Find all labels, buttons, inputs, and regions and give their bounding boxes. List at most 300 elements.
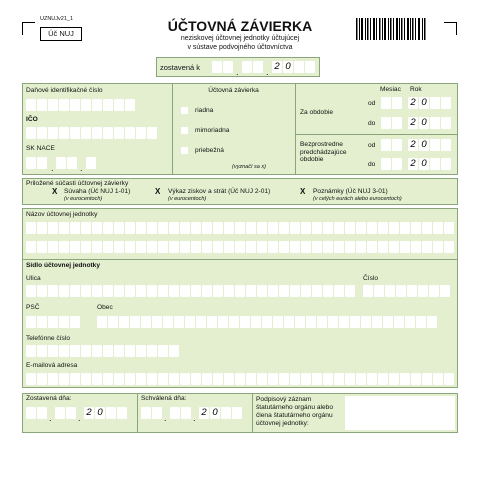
input-cell[interactable] xyxy=(334,241,344,253)
input-cell[interactable] xyxy=(81,345,91,357)
input-cell[interactable] xyxy=(202,373,212,385)
input-cell[interactable] xyxy=(273,316,283,328)
checkbox-mimoriadna[interactable] xyxy=(181,127,188,134)
input-cell[interactable] xyxy=(158,241,168,253)
previous-to-year[interactable] xyxy=(408,158,452,170)
input-cell[interactable] xyxy=(180,285,190,297)
attachment-note-2: (v eurocentoch) xyxy=(168,196,207,202)
input-cell[interactable] xyxy=(119,316,129,328)
input-cell[interactable] xyxy=(312,285,322,297)
input-cell[interactable] xyxy=(290,373,300,385)
input-cell[interactable] xyxy=(367,373,377,385)
input-cell[interactable] xyxy=(81,285,91,297)
input-cell[interactable] xyxy=(411,222,421,234)
street-label: Ulica xyxy=(26,275,41,282)
input-cell[interactable] xyxy=(257,241,267,253)
input-cell[interactable] xyxy=(103,222,113,234)
input-cell[interactable] xyxy=(405,316,415,328)
option-priebezna-label: priebežná xyxy=(195,147,224,154)
input-cell[interactable] xyxy=(114,222,124,234)
input-cell[interactable] xyxy=(114,285,124,297)
input-cell[interactable] xyxy=(235,373,245,385)
input-cell[interactable] xyxy=(224,285,234,297)
input-cell[interactable] xyxy=(180,241,190,253)
input-cell[interactable] xyxy=(59,345,69,357)
input-cell[interactable] xyxy=(279,222,289,234)
current-to-month[interactable] xyxy=(381,117,403,129)
input-cell[interactable] xyxy=(224,241,234,253)
sk-nace-sep-2: . xyxy=(80,163,83,173)
input-cell[interactable] xyxy=(433,241,443,253)
input-cell[interactable] xyxy=(345,241,355,253)
input-cell[interactable] xyxy=(394,316,404,328)
input-cell[interactable] xyxy=(235,285,245,297)
input-cell[interactable] xyxy=(37,222,47,234)
phone-cells[interactable] xyxy=(26,345,180,357)
ico-cells[interactable] xyxy=(26,127,158,139)
input-cell[interactable] xyxy=(191,373,201,385)
input-cell[interactable] xyxy=(334,285,344,297)
barcode-icon xyxy=(356,18,426,40)
input-cell[interactable] xyxy=(385,285,395,297)
city-cells[interactable] xyxy=(97,316,438,328)
compiled-sep-1: . xyxy=(236,67,239,77)
input-cell[interactable] xyxy=(400,373,410,385)
to-label-1: do xyxy=(368,120,376,127)
input-cell[interactable] xyxy=(328,316,338,328)
input-cell[interactable] xyxy=(92,285,102,297)
input-cell[interactable] xyxy=(350,316,360,328)
input-cell[interactable] xyxy=(356,241,366,253)
input-cell[interactable] xyxy=(136,241,146,253)
input-cell[interactable] xyxy=(400,222,410,234)
input-cell[interactable] xyxy=(70,241,80,253)
compiled-label: zostavená k xyxy=(160,63,201,72)
attachment-mark-2[interactable]: X xyxy=(155,187,161,196)
input-cell[interactable] xyxy=(290,285,300,297)
input-cell[interactable] xyxy=(433,373,443,385)
input-cell[interactable] xyxy=(136,373,146,385)
input-cell[interactable] xyxy=(114,345,124,357)
year-digit: 0 xyxy=(95,407,105,419)
input-cell[interactable] xyxy=(37,373,47,385)
year-digit: 2 xyxy=(408,117,418,129)
compiled-day-cells[interactable] xyxy=(212,61,234,73)
input-cell[interactable] xyxy=(92,345,102,357)
signature-label: Podpisový záznam štatutárneho orgánu alebo člena štatutárneho orgánu účtovnej jednotky: xyxy=(256,396,333,427)
input-cell[interactable] xyxy=(279,285,289,297)
input-cell[interactable] xyxy=(180,222,190,234)
input-cell[interactable] xyxy=(48,222,58,234)
input-cell[interactable] xyxy=(213,222,223,234)
input-cell[interactable] xyxy=(389,373,399,385)
input-cell[interactable] xyxy=(312,241,322,253)
input-cell[interactable] xyxy=(191,222,201,234)
year-digit: 2 xyxy=(408,158,418,170)
input-cell[interactable] xyxy=(279,241,289,253)
input-cell[interactable] xyxy=(37,241,47,253)
input-cell[interactable] xyxy=(169,241,179,253)
input-cell[interactable] xyxy=(48,345,58,357)
option-mimoriadna-label: mimoriadna xyxy=(195,127,230,134)
phone-label: Telefónne číslo xyxy=(26,335,70,342)
input-cell[interactable] xyxy=(196,316,206,328)
statement-type-note: (vyznačí sa x) xyxy=(232,164,266,170)
input-cell[interactable] xyxy=(367,222,377,234)
approved-sep-2: . xyxy=(193,413,196,423)
input-cell[interactable] xyxy=(158,345,168,357)
to-label-2: do xyxy=(368,161,376,168)
input-cell[interactable] xyxy=(37,345,47,357)
input-cell[interactable] xyxy=(246,222,256,234)
psc-cells[interactable] xyxy=(26,316,81,328)
attachment-note-3: (v celých eurách alebo eurocentoch) xyxy=(313,196,402,202)
input-cell[interactable] xyxy=(440,285,450,297)
input-cell[interactable] xyxy=(262,316,272,328)
input-cell[interactable] xyxy=(125,285,135,297)
input-cell[interactable] xyxy=(240,316,250,328)
month-header: Mesiac xyxy=(380,86,401,93)
input-cell[interactable] xyxy=(279,373,289,385)
input-cell[interactable] xyxy=(422,373,432,385)
input-cell[interactable] xyxy=(301,241,311,253)
prepared-sep-1: . xyxy=(49,413,52,423)
input-cell[interactable] xyxy=(345,285,355,297)
input-cell[interactable] xyxy=(37,285,47,297)
input-cell[interactable] xyxy=(257,285,267,297)
input-cell[interactable] xyxy=(427,316,437,328)
current-period-label: Za obdobie xyxy=(300,109,333,116)
input-cell[interactable] xyxy=(345,373,355,385)
input-cell[interactable] xyxy=(229,316,239,328)
previous-period-label: Bezprostredne predchádzajúce obdobie xyxy=(300,141,347,164)
input-cell[interactable] xyxy=(158,222,168,234)
input-cell[interactable] xyxy=(125,345,135,357)
page-subtitle-2: v sústave podvojného účtovníctva xyxy=(187,44,293,51)
year-digit: 0 xyxy=(419,139,429,151)
prepared-day[interactable] xyxy=(26,407,48,419)
input-cell[interactable] xyxy=(103,373,113,385)
input-cell[interactable] xyxy=(103,241,113,253)
input-cell[interactable] xyxy=(125,222,135,234)
input-cell[interactable] xyxy=(257,373,267,385)
input-cell[interactable] xyxy=(81,241,91,253)
approved-month[interactable] xyxy=(170,407,192,419)
corner-mark-left xyxy=(22,22,35,35)
sk-nace-label: SK NACE xyxy=(26,145,55,152)
checkbox-priebezna[interactable] xyxy=(181,147,188,154)
input-cell[interactable] xyxy=(26,285,36,297)
input-cell[interactable] xyxy=(268,222,278,234)
input-cell[interactable] xyxy=(141,316,151,328)
input-cell[interactable] xyxy=(251,316,261,328)
input-cell[interactable] xyxy=(246,285,256,297)
input-cell[interactable] xyxy=(213,241,223,253)
input-cell[interactable] xyxy=(169,285,179,297)
input-cell[interactable] xyxy=(378,373,388,385)
previous-from-year[interactable] xyxy=(408,139,452,151)
input-cell[interactable] xyxy=(295,316,305,328)
input-cell[interactable] xyxy=(323,285,333,297)
input-cell[interactable] xyxy=(158,373,168,385)
input-cell[interactable] xyxy=(81,222,91,234)
input-cell[interactable] xyxy=(246,241,256,253)
input-cell[interactable] xyxy=(147,373,157,385)
input-cell[interactable] xyxy=(59,285,69,297)
entity-name-row-1[interactable] xyxy=(26,222,455,234)
input-cell[interactable] xyxy=(389,241,399,253)
uc-nuj-label: Úč NUJ xyxy=(48,29,74,38)
input-cell[interactable] xyxy=(224,222,234,234)
year-digit: 0 xyxy=(419,97,429,109)
input-cell[interactable] xyxy=(400,241,410,253)
input-cell[interactable] xyxy=(411,241,421,253)
input-cell[interactable] xyxy=(367,241,377,253)
input-cell[interactable] xyxy=(191,285,201,297)
input-cell[interactable] xyxy=(396,285,406,297)
input-cell[interactable] xyxy=(301,285,311,297)
input-cell[interactable] xyxy=(147,222,157,234)
input-cell[interactable] xyxy=(301,222,311,234)
compiled-year-cells[interactable] xyxy=(272,61,316,73)
input-cell[interactable] xyxy=(246,373,256,385)
input-cell[interactable] xyxy=(444,373,454,385)
input-cell[interactable] xyxy=(125,373,135,385)
input-cell[interactable] xyxy=(169,345,179,357)
input-cell[interactable] xyxy=(339,316,349,328)
input-cell[interactable] xyxy=(114,241,124,253)
input-cell[interactable] xyxy=(372,316,382,328)
input-cell[interactable] xyxy=(92,241,102,253)
input-cell[interactable] xyxy=(312,222,322,234)
input-cell[interactable] xyxy=(48,241,58,253)
compiled-sep-2: . xyxy=(266,67,269,77)
dic-cells[interactable] xyxy=(26,99,136,111)
input-cell[interactable] xyxy=(163,316,173,328)
input-cell[interactable] xyxy=(59,222,69,234)
prepared-label: Zostavená dňa: xyxy=(26,395,72,402)
input-cell[interactable] xyxy=(152,316,162,328)
input-cell[interactable] xyxy=(97,316,107,328)
input-cell[interactable] xyxy=(70,285,80,297)
input-cell[interactable] xyxy=(218,316,228,328)
input-cell[interactable] xyxy=(345,222,355,234)
approved-day[interactable] xyxy=(141,407,163,419)
attachment-mark-3[interactable]: X xyxy=(300,187,306,196)
input-cell[interactable] xyxy=(444,241,454,253)
previous-from-month[interactable] xyxy=(381,139,403,151)
input-cell[interactable] xyxy=(92,373,102,385)
corner-mark-right xyxy=(444,22,457,35)
input-cell[interactable] xyxy=(323,241,333,253)
input-cell[interactable] xyxy=(224,373,234,385)
approved-sep-1: . xyxy=(164,413,167,423)
input-cell[interactable] xyxy=(169,222,179,234)
input-cell[interactable] xyxy=(59,316,69,328)
sk-nace-cells-3[interactable] xyxy=(86,157,97,169)
input-cell[interactable] xyxy=(70,373,80,385)
input-cell[interactable] xyxy=(103,285,113,297)
input-cell[interactable] xyxy=(185,316,195,328)
option-riadna-label: riadna xyxy=(195,107,214,114)
input-cell[interactable] xyxy=(136,285,146,297)
input-cell[interactable] xyxy=(306,316,316,328)
email-label: E-mailová adresa xyxy=(26,362,78,369)
email-cells[interactable] xyxy=(26,373,455,385)
input-cell[interactable] xyxy=(268,373,278,385)
previous-to-month[interactable] xyxy=(381,158,403,170)
approved-year[interactable] xyxy=(199,407,243,419)
input-cell[interactable] xyxy=(356,373,366,385)
input-cell[interactable] xyxy=(407,285,417,297)
ico-label: IČO xyxy=(26,116,38,123)
attachment-note-1: (v eurocentoch) xyxy=(64,196,103,202)
input-cell[interactable] xyxy=(92,222,102,234)
input-cell[interactable] xyxy=(191,241,201,253)
input-cell[interactable] xyxy=(416,316,426,328)
input-cell[interactable] xyxy=(70,316,80,328)
prepared-sep-2: . xyxy=(78,413,81,423)
input-cell[interactable] xyxy=(26,222,36,234)
input-cell[interactable] xyxy=(378,241,388,253)
input-cell[interactable] xyxy=(334,222,344,234)
page-title: ÚČTOVNÁ ZÁVIERKA xyxy=(167,18,313,34)
entity-section xyxy=(22,208,458,388)
input-cell[interactable] xyxy=(136,222,146,234)
input-cell[interactable] xyxy=(433,222,443,234)
approved-label: Schválená dňa: xyxy=(141,395,187,402)
input-cell[interactable] xyxy=(268,241,278,253)
input-cell[interactable] xyxy=(202,222,212,234)
street-cells[interactable] xyxy=(26,285,356,297)
signature-field[interactable] xyxy=(345,396,455,430)
input-cell[interactable] xyxy=(389,222,399,234)
input-cell[interactable] xyxy=(334,373,344,385)
input-cell[interactable] xyxy=(202,285,212,297)
input-cell[interactable] xyxy=(114,373,124,385)
attachment-title-3: Poznámky (Úč NUJ 3-01) xyxy=(313,188,388,195)
attachment-title-2: Výkaz ziskov a strát (Úč NUJ 2-01) xyxy=(168,188,271,195)
input-cell[interactable] xyxy=(383,316,393,328)
input-cell[interactable] xyxy=(125,241,135,253)
input-cell[interactable] xyxy=(361,316,371,328)
year-digit: 0 xyxy=(419,117,429,129)
input-cell[interactable] xyxy=(418,285,428,297)
input-cell[interactable] xyxy=(235,241,245,253)
input-cell[interactable] xyxy=(158,285,168,297)
year-digit: 2 xyxy=(408,139,418,151)
input-cell[interactable] xyxy=(290,241,300,253)
input-cell[interactable] xyxy=(26,345,36,357)
entity-name-label: Názov účtovnej jednotky xyxy=(26,211,98,218)
input-cell[interactable] xyxy=(26,241,36,253)
input-cell[interactable] xyxy=(268,285,278,297)
input-cell[interactable] xyxy=(48,316,58,328)
input-cell[interactable] xyxy=(301,373,311,385)
entity-name-row-2[interactable] xyxy=(26,241,455,253)
year-header: Rok xyxy=(410,86,422,93)
input-cell[interactable] xyxy=(169,373,179,385)
input-cell[interactable] xyxy=(202,241,212,253)
input-cell[interactable] xyxy=(48,373,58,385)
input-cell[interactable] xyxy=(429,285,439,297)
input-cell[interactable] xyxy=(108,316,118,328)
sk-nace-sep-1: . xyxy=(51,163,54,173)
input-cell[interactable] xyxy=(70,345,80,357)
from-label-1: od xyxy=(368,100,376,107)
input-cell[interactable] xyxy=(284,316,294,328)
year-digit: 0 xyxy=(283,61,293,73)
compiled-month-cells[interactable] xyxy=(242,61,264,73)
input-cell[interactable] xyxy=(147,285,157,297)
input-cell[interactable] xyxy=(26,373,36,385)
input-cell[interactable] xyxy=(290,222,300,234)
city-label: Obec xyxy=(97,304,113,311)
input-cell[interactable] xyxy=(411,373,421,385)
sk-nace-cells-1[interactable] xyxy=(26,157,48,169)
input-cell[interactable] xyxy=(323,373,333,385)
input-cell[interactable] xyxy=(37,316,47,328)
prepared-year[interactable] xyxy=(84,407,128,419)
prepared-month[interactable] xyxy=(55,407,77,419)
input-cell[interactable] xyxy=(422,241,432,253)
input-cell[interactable] xyxy=(422,222,432,234)
input-cell[interactable] xyxy=(378,222,388,234)
input-cell[interactable] xyxy=(136,345,146,357)
current-to-year[interactable] xyxy=(408,117,452,129)
input-cell[interactable] xyxy=(59,373,69,385)
attachment-mark-1[interactable]: X xyxy=(52,187,58,196)
input-cell[interactable] xyxy=(70,222,80,234)
input-cell[interactable] xyxy=(444,222,454,234)
form-code: UZNUJv21_1 xyxy=(40,16,74,22)
attachment-title-1: Súvaha (Úč NUJ 1-01) xyxy=(64,188,131,195)
input-cell[interactable] xyxy=(147,345,157,357)
page-subtitle-1: neziskovej účtovnej jednotky účtujúcej xyxy=(180,35,300,42)
number-cells[interactable] xyxy=(363,285,451,297)
input-cell[interactable] xyxy=(81,373,91,385)
dic-label: Daňové identifikačné číslo xyxy=(26,87,103,94)
year-digit: 0 xyxy=(419,158,429,170)
input-cell[interactable] xyxy=(59,241,69,253)
sk-nace-cells-2[interactable] xyxy=(56,157,78,169)
input-cell[interactable] xyxy=(207,316,217,328)
input-cell[interactable] xyxy=(213,373,223,385)
input-cell[interactable] xyxy=(356,222,366,234)
input-cell[interactable] xyxy=(103,345,113,357)
attachments-heading: Priložené súčasti účtovnej závierky xyxy=(26,180,129,187)
input-cell[interactable] xyxy=(147,241,157,253)
current-from-year[interactable] xyxy=(408,97,452,109)
input-cell[interactable] xyxy=(235,222,245,234)
input-cell[interactable] xyxy=(130,316,140,328)
input-cell[interactable] xyxy=(257,222,267,234)
checkbox-riadna[interactable] xyxy=(181,107,188,114)
input-cell[interactable] xyxy=(363,285,373,297)
psc-label: PSČ xyxy=(26,304,40,311)
statement-type-heading: Účtovná závierka xyxy=(208,87,259,94)
input-cell[interactable] xyxy=(312,373,322,385)
input-cell[interactable] xyxy=(317,316,327,328)
input-cell[interactable] xyxy=(174,316,184,328)
input-cell[interactable] xyxy=(323,222,333,234)
input-cell[interactable] xyxy=(26,316,36,328)
input-cell[interactable] xyxy=(48,285,58,297)
current-from-month[interactable] xyxy=(381,97,403,109)
input-cell[interactable] xyxy=(213,285,223,297)
input-cell[interactable] xyxy=(180,373,190,385)
input-cell[interactable] xyxy=(374,285,384,297)
